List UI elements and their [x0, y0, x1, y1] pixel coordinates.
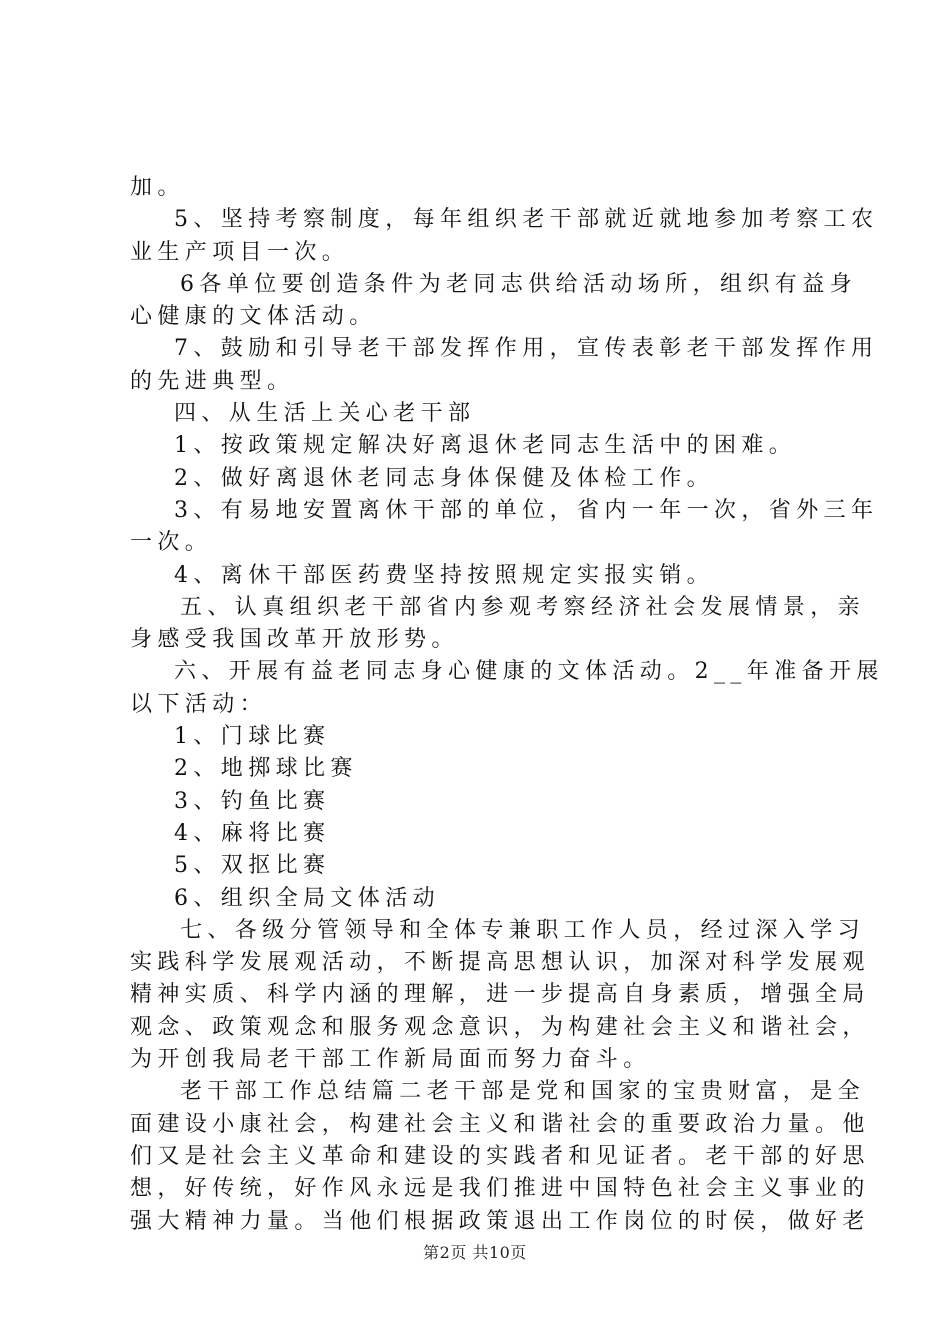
text-line: 老干部工作总结篇二老干部是党和国家的宝贵财富，是全: [180, 1079, 866, 1105]
text-line: 强大精神力量。当他们根据政策退出工作岗位的时侯，做好老: [130, 1208, 870, 1234]
text-line: 1、按政策规定解决好离退休老同志生活中的困难。: [174, 433, 797, 459]
text-line: 为开创我局老干部工作新局面而努力奋斗。: [130, 1047, 651, 1073]
section-heading: 六、开展有益老同志身心健康的文体活动。2__年准备开展: [174, 659, 884, 685]
list-item: 5、双抠比赛: [174, 853, 331, 879]
section-heading: 四、从生活上关心老干部: [174, 401, 476, 427]
text-line: 加。: [130, 175, 185, 200]
text-line: 实践科学发展观活动，不断提高思想认识，加深对科学发展观: [130, 950, 870, 976]
text-line: 观念、政策观念和服务观念意识，为构建社会主义和谐社会，: [130, 1014, 870, 1040]
text-line: 以下活动：: [130, 691, 268, 717]
text-line: 的先进典型。: [130, 368, 295, 394]
text-line: 4、离休干部医药费坚持按照规定实报实销。: [174, 562, 714, 588]
document-body: [130, 172, 884, 1238]
text-line: 2、做好离退休老同志身体保健及体检工作。: [174, 465, 714, 491]
text-line: 一次。: [130, 530, 213, 556]
text-line: 们又是社会主义革命和建设的实践者和见证者。老干部的好思: [130, 1143, 870, 1169]
text-line: 5、坚持考察制度，每年组织老干部就近就地参加考察工农: [174, 207, 879, 233]
text-line: 6各单位要创造条件为老同志供给活动场所，组织有益身: [180, 271, 857, 297]
section-heading: 五、认真组织老干部省内参观考察经济社会发展情景，亲: [180, 594, 866, 620]
page-number-footer: 第2页 共10页: [423, 1243, 527, 1262]
list-item: 1、门球比赛: [174, 724, 331, 750]
text-line: 身感受我国改革开放形势。: [130, 627, 459, 653]
section-heading: 七、各级分管领导和全体专兼职工作人员，经过深入学习: [180, 917, 866, 943]
list-item: 2、地掷球比赛: [174, 756, 358, 782]
text-line: 业生产项目一次。: [130, 239, 350, 265]
text-line: 精神实质、科学内涵的理解，进一步提高自身素质，增强全局: [130, 982, 870, 1008]
text-line: 面建设小康社会，构建社会主义和谐社会的重要政治力量。他: [130, 1111, 870, 1137]
text-line: 想，好传统，好作风永远是我们推进中国特色社会主义事业的: [130, 1176, 870, 1202]
list-item: 4、麻将比赛: [174, 820, 331, 846]
text-line: 3、有易地安置离休干部的单位，省内一年一次，省外三年: [174, 497, 879, 523]
list-item: 3、钓鱼比赛: [174, 788, 331, 814]
list-item: 6、组织全局文体活动: [174, 885, 440, 911]
text-line: 7、鼓励和引导老干部发挥作用，宣传表彰老干部发挥作用: [174, 336, 879, 362]
text-line: 心健康的文体活动。: [130, 304, 377, 330]
